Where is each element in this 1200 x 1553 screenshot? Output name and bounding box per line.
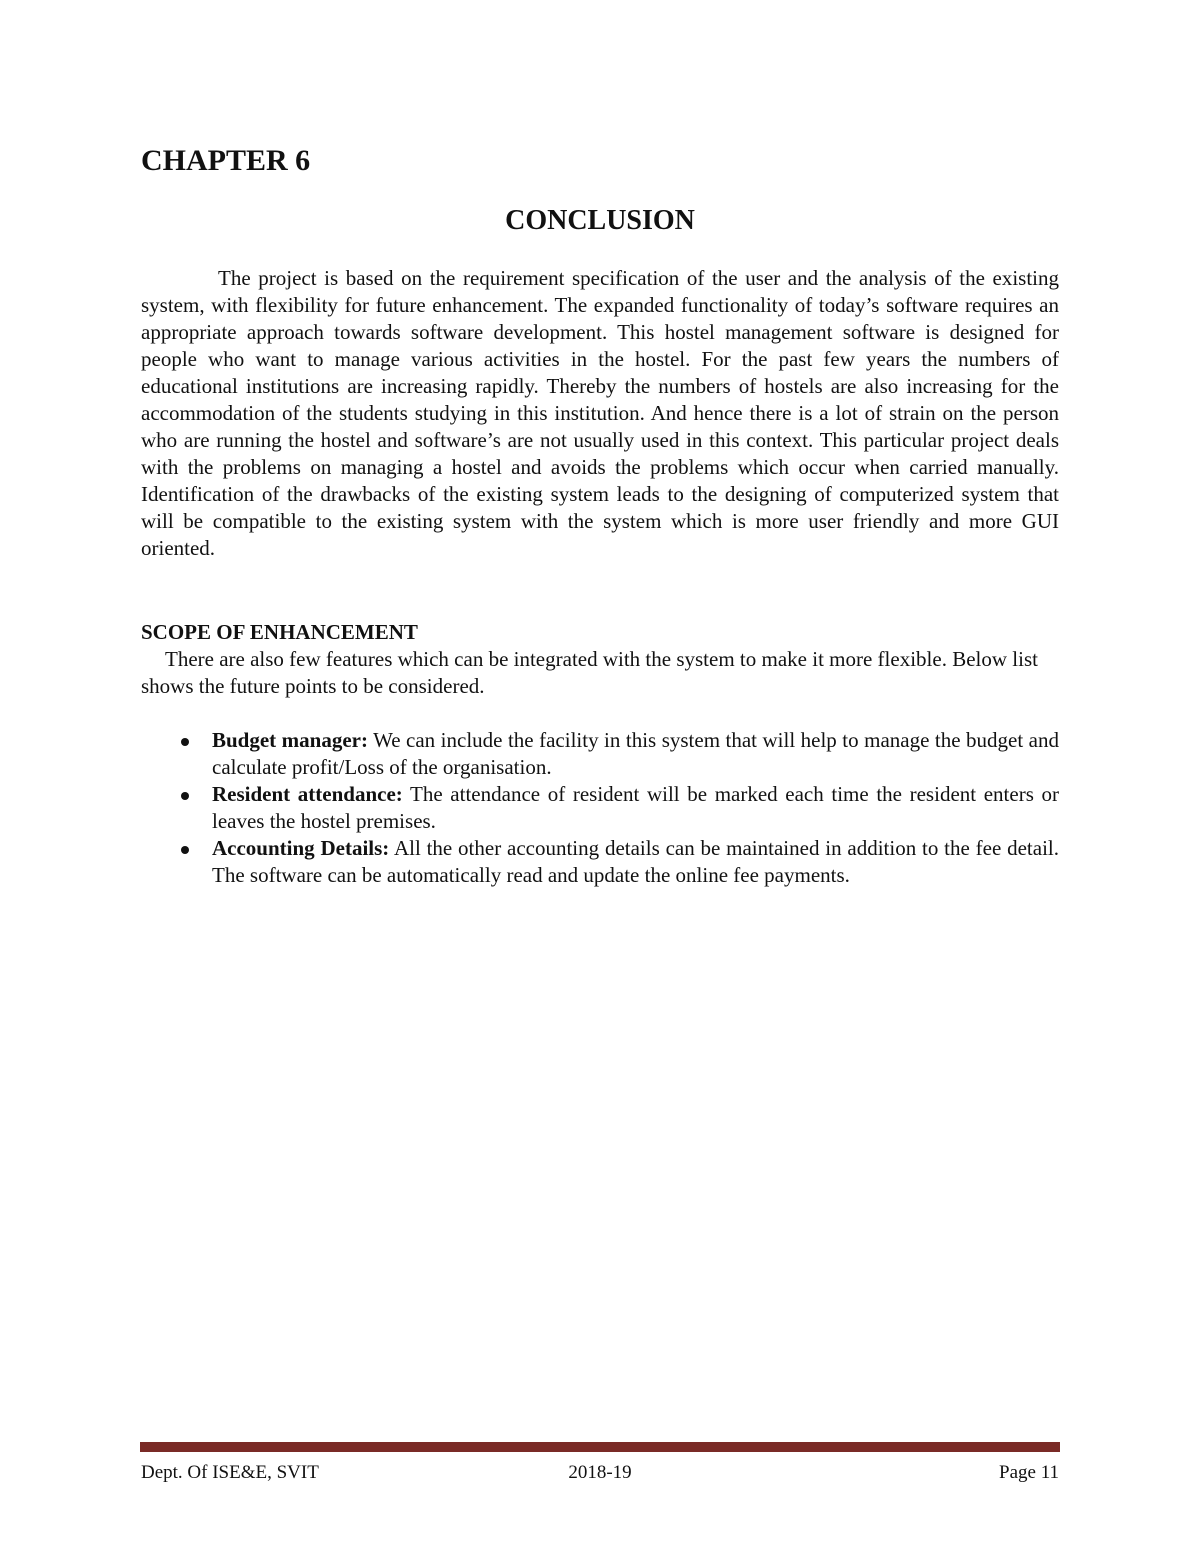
bullet-icon [181,738,189,746]
footer-year: 2018-19 [568,1462,632,1483]
page-title: CONCLUSION [505,205,695,236]
scope-heading: SCOPE OF ENHANCEMENT [141,620,418,644]
enhancement-list [141,727,1059,889]
bullet-icon [181,846,189,854]
list-item-label: Accounting Details: [212,836,390,860]
list-item-label: Budget manager: [212,728,368,752]
list-item-text: The attendance of resident will be marked each time the resident enters or leaves the hostel premises. [212,782,1059,833]
footer-department: Dept. Of ISE&E, SVIT [141,1462,319,1483]
conclusion-paragraph: The project is based on the requirement specification of the user and the analysis of the existing system, with flexibility for future enhancement. The expanded functionality of today’s software requires an appropriate approach towards software development. This hostel management software is designed for people who want to manage various activities in the hostel. For the past few years the numbers of educational institutions are increasing rapidly. Thereby the numbers of hostels are also increasing for the accommodation of the students studying in this institution. And hence there is a lot of strain on the person who are running the hostel and software’s are not usually used in this context. This particular project deals with the problems on managing a hostel and avoids the problems which occur when carried manually. Identification of the drawbacks of the existing system leads to the designing of computerized system that will be compatible to the existing system with the system which is more user friendly and more GUI oriented. [141,266,1059,560]
list-item-label: Resident attendance: [212,782,403,806]
footer-page-number: Page 11 [999,1462,1059,1483]
list-item-text: All the other accounting details can be maintained in addition to the fee detail. The software can be automatically read and update the online fee payments. [212,836,1059,887]
scope-intro: There are also few features which can be integrated with the system to make it more flexible. Below list shows the future points to be considered. [141,647,1038,698]
page-footer [141,1461,1059,1485]
list-item-resident-attendance [141,781,1059,835]
footer-divider [140,1442,1060,1452]
list-item-budget-manager [141,727,1059,781]
list-item-text: We can include the facility in this system that will help to manage the budget and calculate profit/Loss of the organisation. [212,728,1059,779]
bullet-icon [181,792,189,800]
chapter-label: CHAPTER 6 [141,144,311,177]
list-item-accounting-details [141,835,1059,889]
